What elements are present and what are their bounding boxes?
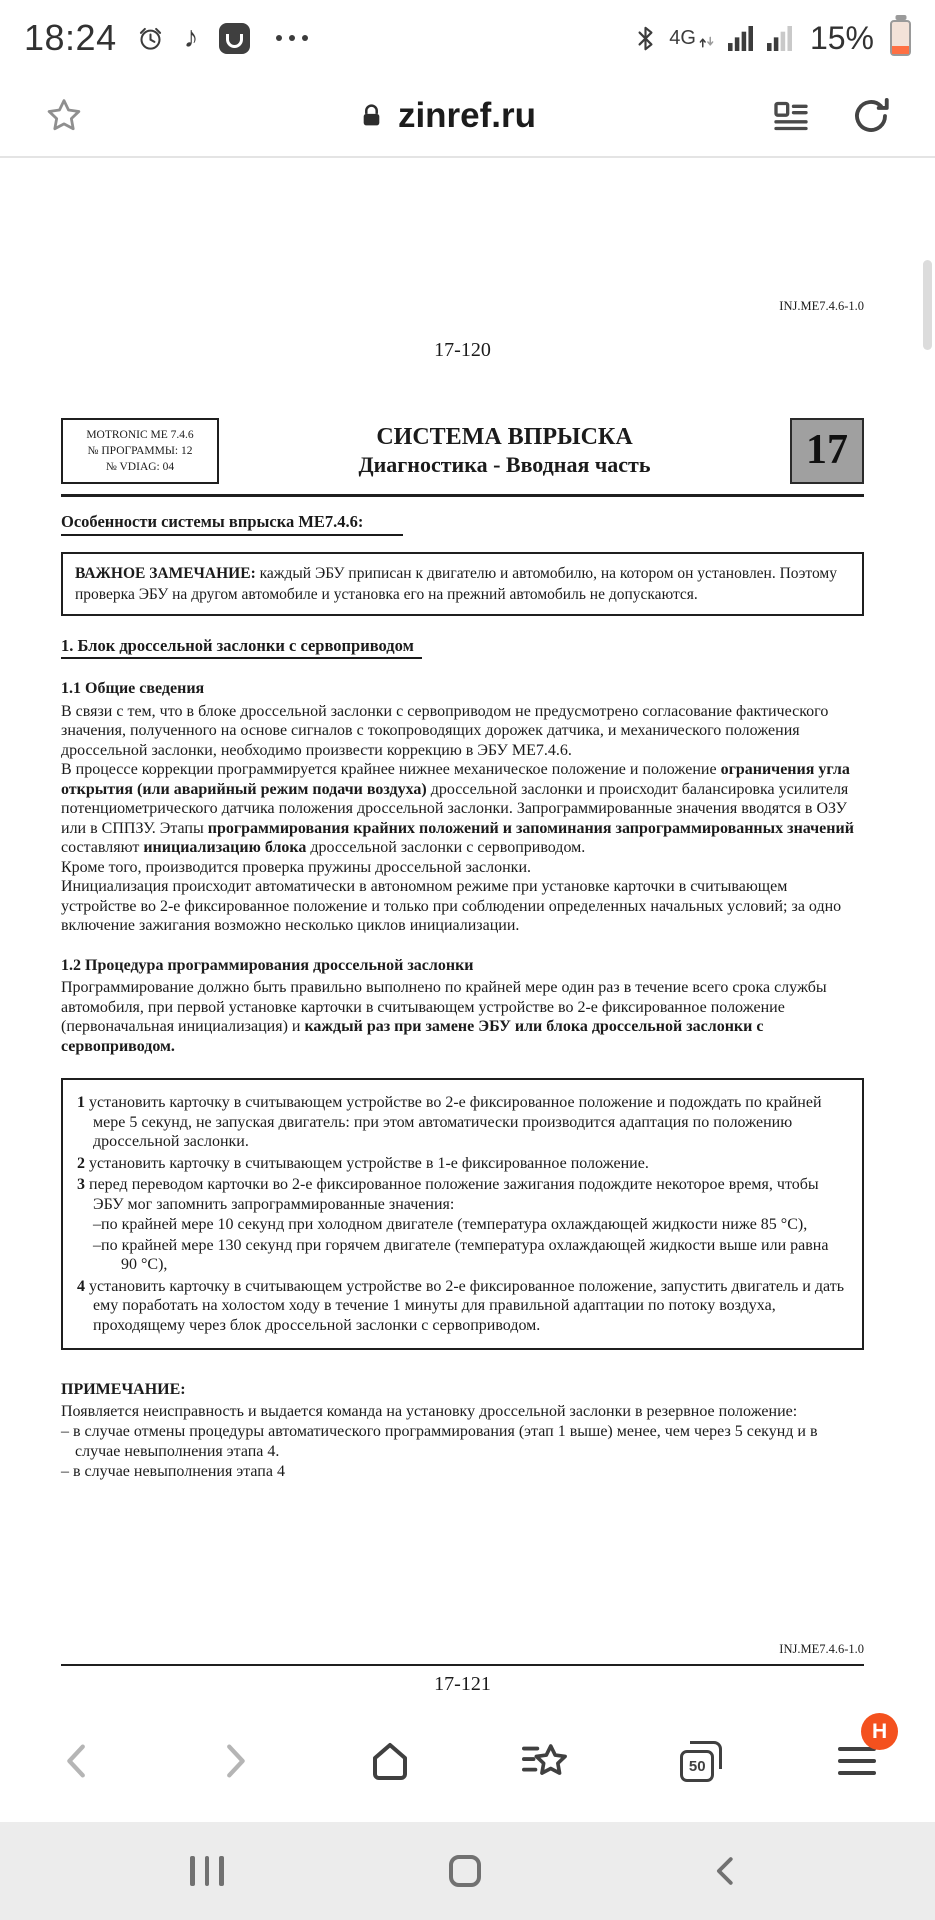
paragraph: Программирование должно быть правильно выполнено по крайней мере один раз в течение всего срока службы автомобиля, при первой установке карточки в считывающем устройстве во 2-е фиксированное положение (первоначальная инициализация) и каждый раз при замене ЭБУ или блока дроссельной заслонки с сервоприводом.: [61, 979, 827, 1055]
android-home-button[interactable]: [449, 1855, 481, 1887]
app-notification-icon: [219, 23, 250, 54]
doc-header: [61, 418, 864, 484]
important-text: каждый ЭБУ приписан к двигателю и автомобилю, на котором он установлен. Поэтому проверка ЭБУ на другом автомобиле и установка его на прежний автомобиль не допускаются.: [75, 564, 837, 603]
forward-button[interactable]: [156, 1700, 312, 1822]
status-left: [24, 17, 308, 59]
doc-titles: [219, 423, 790, 477]
paragraph: Инициализация происходит автоматически в автономном режиме при установке карточки в считывающем устройстве во 2-е фиксированное положение и только при соблюдении определенных начальных условий; за одно включение зажигания возможно несколько циклов инициализации.: [61, 878, 842, 934]
star-icon: [43, 95, 85, 137]
lock-icon: [359, 102, 384, 130]
bluetooth-icon: [636, 24, 655, 53]
step-3-sub-1: –по крайней мере 10 секунд при холодном двигателе (температура охлаждающей жидкости ниже 85 °C),: [93, 1216, 808, 1233]
recents-icon: [190, 1856, 224, 1886]
bookmarks-star-icon: [520, 1738, 570, 1784]
section-1-2-heading: 1.2 Процедура программирования дроссельной заслонки: [61, 956, 474, 974]
ecu-info-box: [61, 418, 219, 484]
step-4: 4 установить карточку в считывающем устройстве во 2-е фиксированное положение, запустить двигатель и дать ему поработать на холостом ходу в течение 1 минуты для правильной адаптации по потоку воздуха, проходящему через блок дроссельной заслонки с сервоприводом.: [77, 1277, 844, 1334]
tabs-icon: [677, 1738, 725, 1784]
paragraph: Кроме того, производится проверка пружины дроссельной заслонки.: [61, 858, 531, 876]
refresh-button[interactable]: [831, 95, 911, 137]
signal-strength-icon-sim1: [728, 26, 753, 51]
note-line-3: – в случае невыполнения этапа 4: [61, 1462, 285, 1480]
recents-button[interactable]: [190, 1856, 224, 1886]
info-line-1: MOTRONIC ME 7.4.6: [86, 429, 194, 441]
doc-title: СИСТЕМА ВПРЫСКА: [376, 423, 633, 450]
info-line-3: № VDIAG: 04: [105, 461, 175, 473]
bookmark-star-button[interactable]: [24, 95, 104, 137]
alarm-icon: [137, 25, 164, 52]
clock: 18:24: [24, 17, 117, 58]
doc-reference-bottom: INJ.ME7.4.6-1.0: [779, 1642, 864, 1656]
status-right: [636, 20, 911, 57]
step-1: 1 установить карточку в считывающем устройстве во 2-е фиксированное положение и подождать по крайней мере 5 секунд, не запуская двигатель: при этом автоматически производится адаптация по положению дроссельной заслонки.: [77, 1094, 822, 1150]
tabs-button[interactable]: [623, 1700, 779, 1822]
procedure-steps-box: [61, 1078, 864, 1350]
note-line-1: Появляется неисправность и выдается команда на установку дроссельной заслонки в резервное положение:: [61, 1402, 798, 1420]
chapter-number-box: [790, 418, 864, 484]
document-page: [0, 158, 935, 1482]
back-button[interactable]: [0, 1700, 156, 1822]
browser-address-bar: [0, 76, 935, 158]
android-back-icon: [707, 1850, 745, 1892]
chevron-left-icon: [55, 1736, 101, 1786]
note-heading: ПРИМЕЧАНИЕ:: [61, 1381, 186, 1398]
home-icon: [366, 1737, 414, 1785]
page-number-bottom: 17-121: [434, 1673, 491, 1695]
battery-percent-label: 15%: [809, 19, 874, 56]
step-3: 3 перед переводом карточки во 2-е фиксированное положение зажигания подождите некоторое время, чтобы ЭБУ мог запомнить запрограммированные значения:: [77, 1176, 819, 1213]
reader-list-icon: [771, 96, 811, 136]
android-navigation-bar: [0, 1822, 935, 1920]
refresh-icon: [850, 95, 892, 137]
doc-reference-top: INJ.ME7.4.6-1.0: [779, 299, 864, 313]
step-2: 2 установить карточку в считывающем устройстве в 1-е фиксированное положение.: [77, 1154, 649, 1172]
section-1-1-heading: 1.1 Общие сведения: [61, 680, 205, 697]
doc-footer: [61, 1642, 864, 1696]
home-button[interactable]: [312, 1700, 468, 1822]
site-url[interactable]: zinref.ru: [397, 96, 537, 135]
menu-icon: [838, 1747, 876, 1775]
menu-notification-badge: H: [861, 1713, 898, 1750]
chapter-number: 17: [806, 427, 848, 474]
info-line-2: № ПРОГРАММЫ: 12: [87, 445, 193, 457]
features-heading: Особенности системы впрыска ME7.4.6:: [61, 512, 864, 536]
data-arrows-icon: [699, 36, 714, 48]
more-notifications-icon: [276, 35, 308, 41]
music-note-icon: ♪: [183, 21, 199, 54]
battery-level: [892, 46, 909, 54]
status-bar: [0, 0, 935, 76]
scrollbar-thumb[interactable]: [923, 260, 932, 350]
bookmarks-button[interactable]: [467, 1700, 623, 1822]
header-divider: [61, 494, 864, 497]
section-1-heading: 1. Блок дроссельной заслонки с сервоприводом: [61, 636, 864, 660]
chevron-right-icon: [211, 1736, 257, 1786]
webpage-viewport[interactable]: [0, 158, 935, 1700]
important-label: ВАЖНОЕ ЗАМЕЧАНИЕ:: [75, 564, 256, 582]
tab-count: 50: [688, 1757, 706, 1775]
paragraph: В связи с тем, что в блоке дроссельной заслонки с сервоприводом не предусмотрено согласование фактического значения, полученного на основе сигналов с токопроводящих дорожек датчика, и механического положения дроссельной заслонки, необходимо произвести коррекцию в ЭБУ ME7.4.6.: [61, 702, 829, 759]
browser-toolbar: [0, 1700, 935, 1822]
page-number-top: 17-120: [434, 338, 491, 361]
important-note-box: [61, 552, 864, 616]
url-box[interactable]: [124, 96, 771, 136]
network-type-label: 4G: [669, 27, 696, 49]
step-3-sub-2: –по крайней мере 130 секунд при горячем двигателе (температура охлаждающей жидкости выше или равна 90 °C),: [93, 1236, 829, 1273]
network-type-indicator: [669, 28, 714, 48]
doc-subtitle: Диагностика - Вводная часть: [358, 452, 651, 477]
battery-icon: [890, 20, 911, 56]
signal-strength-icon-sim2: [767, 26, 792, 51]
android-home-icon: [449, 1855, 481, 1887]
android-back-button[interactable]: [707, 1850, 745, 1892]
note-line-2: – в случае отмены процедуры автоматического программирования (этап 1 выше) менее, чем через 5 секунд и в случае невыполнения этапа 4.: [61, 1422, 818, 1460]
menu-button[interactable]: [779, 1700, 935, 1822]
footer-divider: [61, 1664, 864, 1666]
paragraph: В процессе коррекции программируется крайнее нижнее механическое положение и положение ограничения угла открытия (или аварийный режим подачи воздуха) дроссельной заслонки и происходит балансировка усилителя потенциометрического датчика положения дроссельной заслонки. Запрограммированные значения вводятся в ОЗУ или в СППЗУ. Этапы программирования крайних положений и запоминания запрограммированных значений составляют инициализацию блока дроссельной заслонки с сервоприводом.: [61, 761, 854, 856]
